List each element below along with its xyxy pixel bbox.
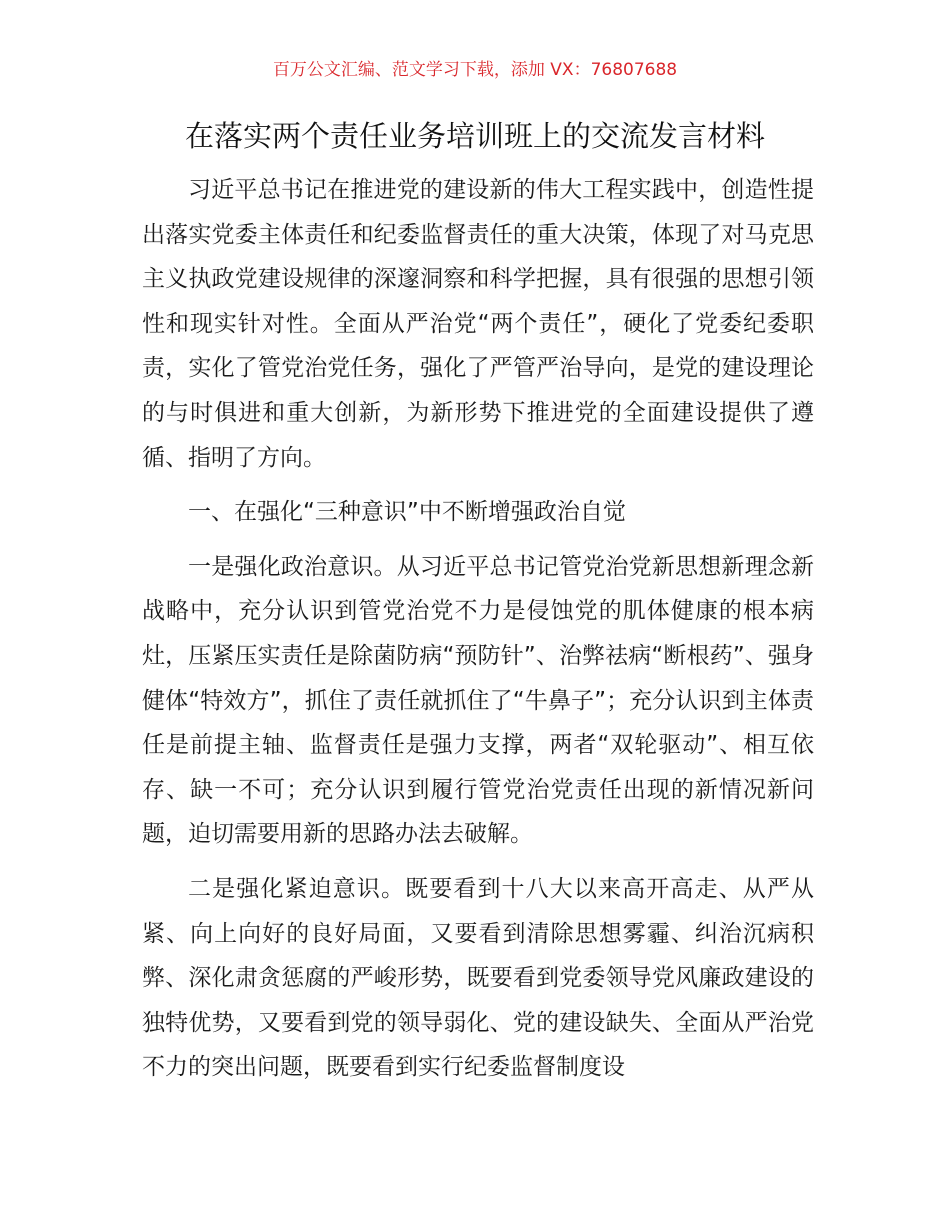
paragraph-gap (142, 857, 814, 867)
paragraph-gap (142, 535, 814, 545)
page-title: 在落实两个责任业务培训班上的交流发言材料 (184, 119, 765, 153)
paragraph-intro: 习近平总书记在推进党的建设新的伟大工程实践中，创造性提出落实党委主体责任和纪委监督责任的重大决策，体现了对马克思主义执政党建设规律的深邃洞察和科学把握，具有很强的思想引领性和现实针对性。全面从严治党“两个责任”，硬化了党委纪委职责，实化了管党治党任务，强化了严管严治导向，是党的建设理论的与时俱进和重大创新，为新形势下推进党的全面建设提供了遵循、指明了方向。 (142, 177, 814, 471)
section-heading-1: 一、在强化“三种意识”中不断增强政治自觉 (188, 499, 626, 526)
document-body (142, 168, 814, 1090)
paragraph-urgency-awareness: 二是强化紧迫意识。既要看到十八大以来高开高走、从严从紧、向上向好的良好局面，又要看到清除思想雾霾、纠治沉病积弊、深化肃贪惩腐的严峻形势，既要看到党委领导党风廉政建设的独特优势，又要看到党的领导弱化、党的建设缺失、全面从严治党不力的突出问题，既要看到实行纪委监督制度设 (142, 875, 814, 1081)
paragraph-political-awareness: 一是强化政治意识。从习近平总书记管党治党新思想新理念新战略中，充分认识到管党治党不力是侵蚀党的肌体健康的根本病灶，压紧压实责任是除菌防病“预防针”、治弊祛病“断根药”、强身健体“特效方”，抓住了责任就抓住了“牛鼻子”；充分认识到主体责任是前提主轴、监督责任是强力支撑，两者“双轮驱动”、相互依存、缺一不可；充分认识到履行管党治党责任出现的新情况新问题，迫切需要用新的思路办法去破解。 (142, 553, 814, 848)
header-banner: 百万公文汇编、范文学习下载，添加 VX：76807688 (272, 60, 678, 80)
paragraph-gap (142, 480, 814, 490)
